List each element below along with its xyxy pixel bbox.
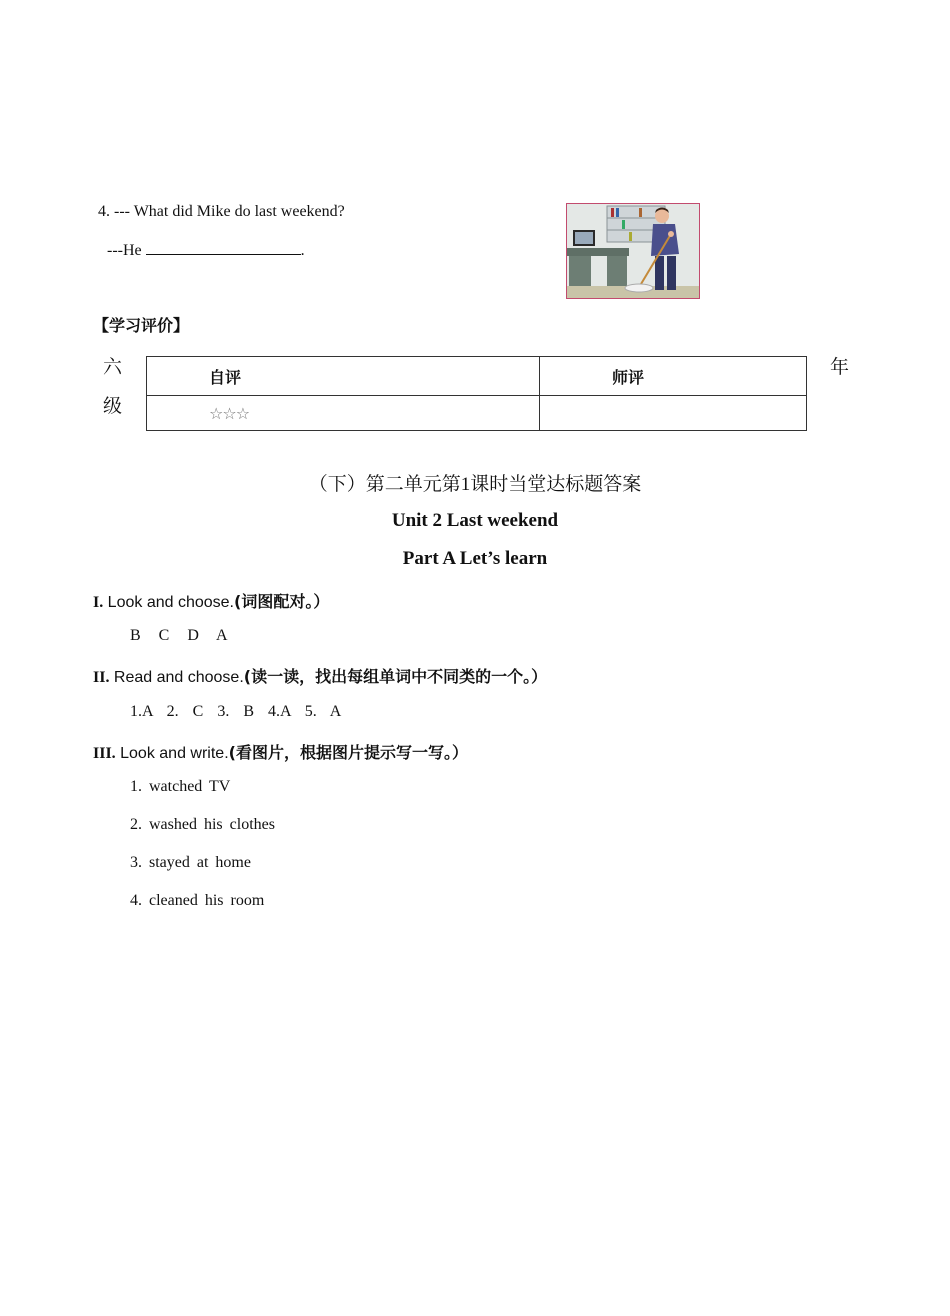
evaluation-table: [146, 356, 807, 431]
section-3-title-cn: (看图片，根据图片提示写一写。）: [228, 743, 468, 762]
section-3-heading: [93, 740, 468, 763]
evaluation-section-title: 【学习评价】: [93, 316, 190, 335]
side-label-right: 年: [830, 356, 850, 378]
unit-title: Unit 2 Last weekend: [391, 510, 559, 531]
title-cn-number: 1: [460, 474, 471, 495]
answer-blank: [146, 240, 301, 255]
title-cn-part1: （下）第二单元第: [308, 473, 461, 495]
section-1-answer: B C D A: [130, 627, 228, 644]
section-3-answer-3: 3. stayed at home: [130, 854, 251, 871]
evaluation-header-row: [147, 357, 807, 396]
section-2-heading: [93, 664, 547, 687]
section-3-number: III.: [93, 745, 116, 762]
side-label-left-bottom: 级: [103, 395, 123, 417]
teacher-evaluation-header: 师评: [540, 357, 807, 396]
answer-key-title: [0, 469, 950, 496]
section-2-title: Read and choose.: [109, 669, 244, 686]
teacher-evaluation-cell: [540, 396, 807, 431]
question-4: 4. --- What did Mike do last weekend?: [98, 203, 345, 220]
section-3-title: Look and write.: [115, 745, 229, 762]
title-cn-part2: 课时当堂达标题答案: [470, 473, 642, 495]
mopping-illustration-svg: [567, 204, 699, 298]
self-evaluation-header: 自评: [147, 357, 540, 396]
section-3-answer-1: 1. watched TV: [130, 778, 231, 795]
mopping-floor-illustration: [566, 203, 700, 299]
section-2-answer: 1.A 2. C 3. B 4.A 5. A: [130, 703, 342, 720]
section-1-heading: [93, 589, 329, 612]
section-2-title-cn: (读一读，找出每组单词中不同类的一个。）: [243, 667, 548, 686]
part-title: Part A Let’s learn: [402, 548, 548, 569]
section-3-answer-4: 4. cleaned his room: [130, 892, 265, 909]
section-3-answer-2: 2. washed his clothes: [130, 816, 275, 833]
answer-prefix: ---He: [107, 242, 142, 259]
star-rating: ☆☆☆: [147, 396, 540, 431]
side-label-left-top: 六: [103, 356, 123, 378]
question-4-answer-line: [107, 240, 305, 260]
section-1-title-cn: (词图配对。）: [234, 592, 330, 611]
section-1-title: Look and choose.: [103, 594, 234, 611]
section-1-number: I.: [93, 594, 104, 611]
answer-suffix: .: [300, 242, 305, 259]
evaluation-body-row: [147, 396, 807, 431]
section-2-number: II.: [93, 669, 110, 686]
